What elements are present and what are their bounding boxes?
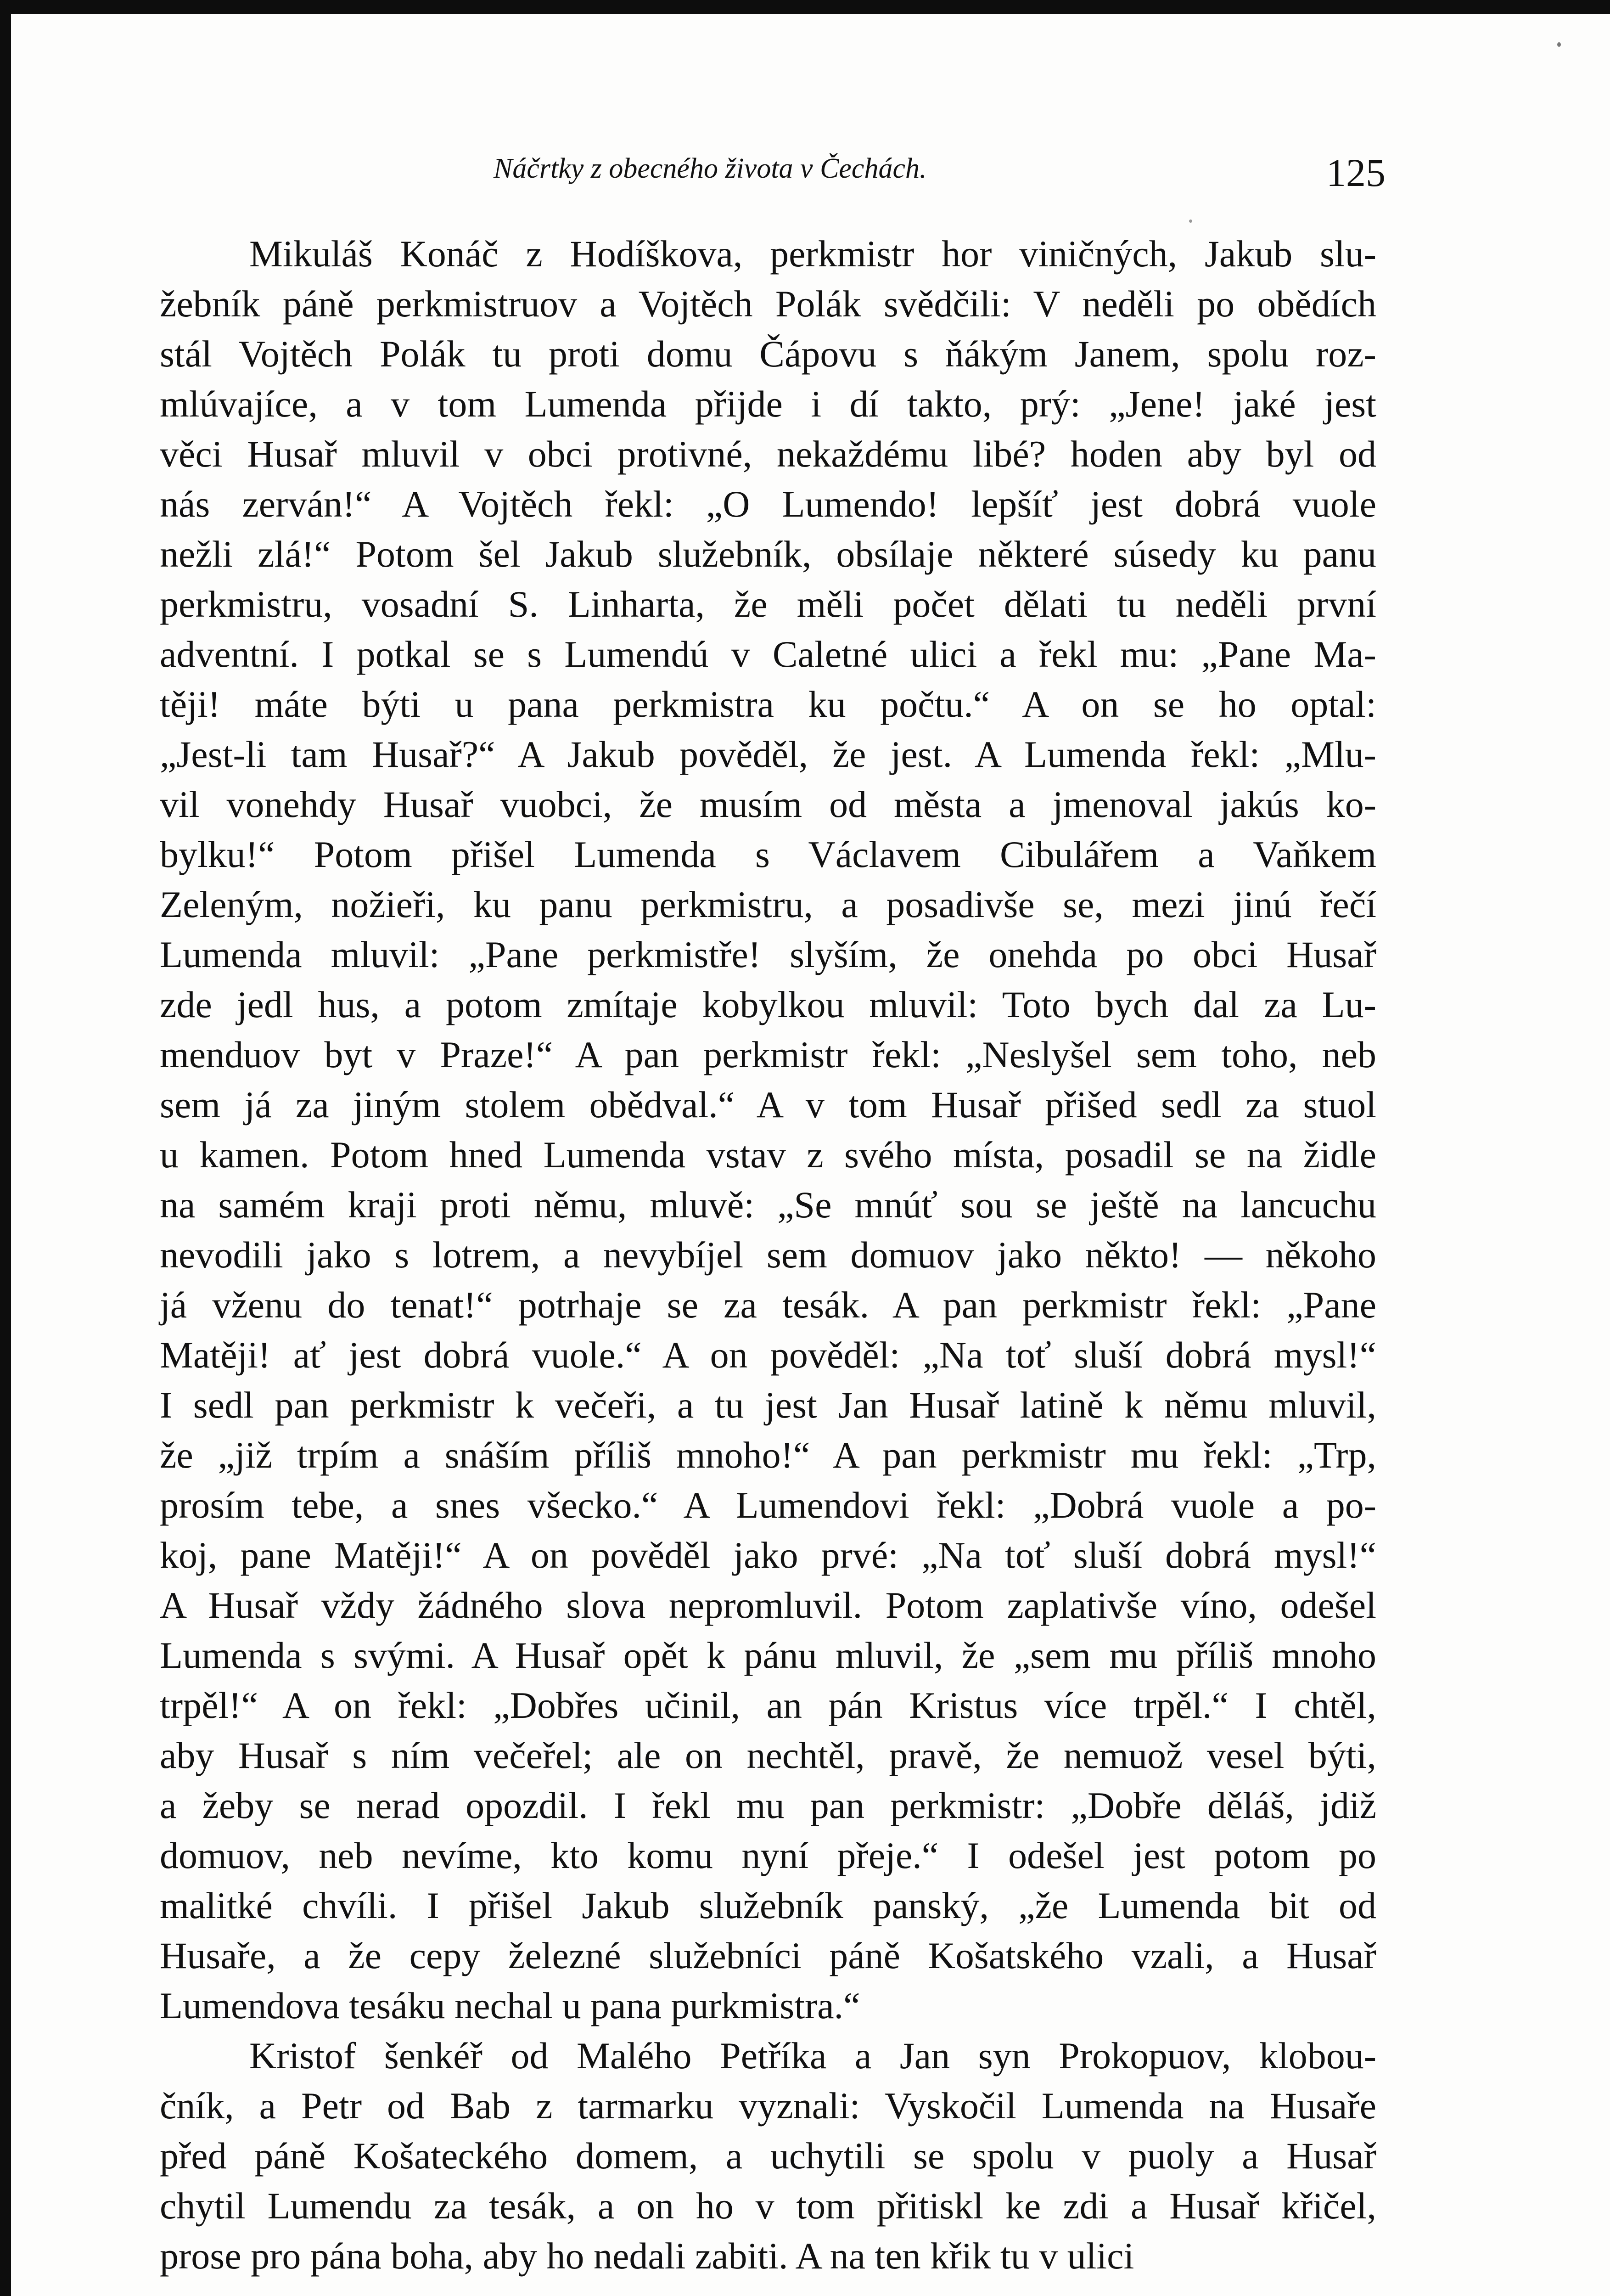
- text-line: trpěl!“ A on řekl: „Dobřes učinil, an pán Kristus více trpěl.“ I chtěl,: [160, 1684, 1376, 1726]
- text-line: nežli zlá!“ Potom šel Jakub služebník, obsílaje některé súsedy ku panu: [160, 533, 1376, 575]
- text-line: na samém kraji proti němu, mluvě: „Se mnúť sou se ještě na lancuchu: [160, 1184, 1376, 1226]
- text-line: a žeby se nerad opozdil. I řekl mu pan perkmistr: „Dobře děláš, jdiž: [160, 1784, 1376, 1826]
- text-line: chytil Lumendu za tesák, a on ho v tom přitiskl ke zdi a Husař křičel,: [160, 2185, 1376, 2227]
- text-line: Lumenda s svými. A Husař opět k pánu mluvil, že „sem mu příliš mnoho: [160, 1634, 1376, 1676]
- text-line: bylku!“ Potom přišel Lumenda s Václavem Cibulářem a Vaňkem: [160, 833, 1376, 875]
- text-line: I sedl pan perkmistr k večeři, a tu jest Jan Husař latině k němu mluvil,: [160, 1384, 1376, 1426]
- text-line: A Husař vždy žádného slova nepromluvil. Potom zaplativše víno, odešel: [160, 1584, 1376, 1626]
- text-line: Zeleným, nožieři, ku panu perkmistru, a posadivše se, mezi jinú řečí: [160, 884, 1376, 925]
- text-line: nevodili jako s lotrem, a nevybíjel sem domuov jako někto! — někoho: [160, 1234, 1376, 1276]
- text-line: Mikuláš Konáč z Hodíškova, perkmistr hor viničných, Jakub slu-: [249, 233, 1376, 275]
- text-line: stál Vojtěch Polák tu proti domu Čápovu s ňákým Janem, spolu roz-: [160, 333, 1376, 375]
- text-line: koj, pane Matěji!“ A on pověděl jako prvé: „Na toť sluší dobrá mysl!“: [160, 1534, 1376, 1576]
- text-line: věci Husař mluvil v obci protivné, nekaždému libé? hoden aby byl od: [160, 433, 1376, 475]
- paragraph-2: [160, 2031, 1376, 2281]
- text-line: že „již trpím a snáším příliš mnoho!“ A pan perkmistr mu řekl: „Trp,: [160, 1434, 1376, 1476]
- text-line: žebník páně perkmistruov a Vojtěch Polák svědčili: V neděli po obědích: [160, 283, 1376, 325]
- text-line: adventní. I potkal se s Lumendú v Caletné ulici a řekl mu: „Pane Ma-: [160, 633, 1376, 675]
- text-line: vil vonehdy Husař vuobci, že musím od města a jmenoval jakús ko-: [160, 783, 1376, 825]
- text-line: aby Husař s ním večeřel; ale on nechtěl, pravě, že nemuož vesel býti,: [160, 1734, 1376, 1776]
- paragraph-1: [160, 229, 1376, 2031]
- text-line: Lumenda mluvil: „Pane perkmistře! slyším, že onehda po obci Husař: [160, 934, 1376, 975]
- text-line: těji! máte býti u pana perkmistra ku počtu.“ A on se ho optal:: [160, 683, 1376, 725]
- text-line: zde jedl hus, a potom zmítaje kobylkou mluvil: Toto bych dal za Lu-: [160, 984, 1376, 1025]
- text-line: mlúvajíce, a v tom Lumenda přijde i dí takto, prý: „Jene! jaké jest: [160, 383, 1376, 425]
- text-line: perkmistru, vosadní S. Linharta, že měli počet dělati tu neděli první: [160, 583, 1376, 625]
- text-line: nás zerván!“ A Vojtěch řekl: „O Lumendo! lepšíť jest dobrá vuole: [160, 483, 1376, 525]
- text-line: Lumendova tesáku nechal u pana purkmistra.“: [160, 1985, 860, 2026]
- text-line: menduov byt v Praze!“ A pan perkmistr řekl: „Neslyšel sem toho, neb: [160, 1034, 1376, 1075]
- text-line: prosím tebe, a snes všecko.“ A Lumendovi řekl: „Dobrá vuole a po-: [160, 1484, 1376, 1526]
- text-line: před páně Košateckého domem, a uchytili se spolu v puoly a Husař: [160, 2135, 1376, 2177]
- body-text: [160, 229, 1376, 2281]
- text-line: sem já za jiným stolem obědval.“ A v tom Husař přišed sedl za stuol: [160, 1084, 1376, 1125]
- text-line: Matěji! ať jest dobrá vuole.“ A on pověděl: „Na toť sluší dobrá mysl!“: [160, 1334, 1376, 1376]
- text-line: Kristof šenkéř od Malého Petříka a Jan syn Prokopuov, klobou-: [249, 2035, 1376, 2077]
- scan-left-border: [0, 0, 11, 2296]
- scan-top-border: [0, 0, 1610, 14]
- running-header: Náčrtky z obecného života v Čechách.: [494, 153, 927, 184]
- text-line: prose pro pána boha, aby ho nedali zabiti. A na ten křik tu v ulici: [160, 2235, 1134, 2277]
- text-line: malitké chvíli. I přišel Jakub služebník panský, „že Lumenda bit od: [160, 1885, 1376, 1926]
- text-line: já vženu do tenat!“ potrhaje se za tesák. A pan perkmistr řekl: „Pane: [160, 1284, 1376, 1326]
- text-line: „Jest-li tam Husař?“ A Jakub pověděl, že jest. A Lumenda řekl: „Mlu-: [160, 733, 1376, 775]
- text-line: čník, a Petr od Bab z tarmarku vyznali: Vyskočil Lumenda na Husaře: [160, 2085, 1376, 2127]
- text-line: u kamen. Potom hned Lumenda vstav z svého místa, posadil se na židle: [160, 1134, 1376, 1176]
- text-line: Husaře, a že cepy železné služebníci páně Košatského vzali, a Husař: [160, 1935, 1376, 1976]
- scan-speck: [1557, 42, 1561, 47]
- page-number: 125: [1326, 151, 1386, 195]
- text-line: domuov, neb nevíme, kto komu nyní přeje.“ I odešel jest potom po: [160, 1835, 1376, 1876]
- scan-speck: [1189, 219, 1192, 223]
